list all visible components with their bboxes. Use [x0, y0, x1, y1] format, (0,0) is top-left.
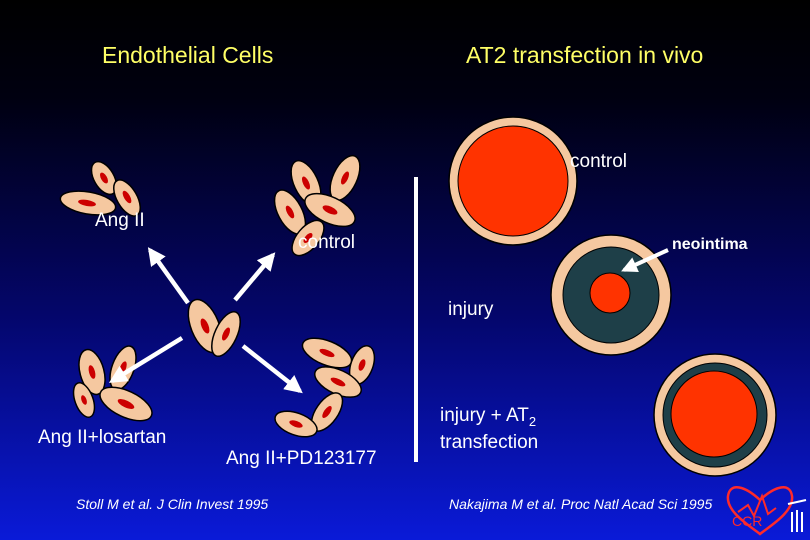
ccr-logo-text: CCR — [732, 513, 763, 529]
label-injury: injury — [448, 299, 494, 320]
label-injury-at2 — [440, 405, 536, 429]
label-ang2: Ang II — [95, 210, 145, 231]
label-ang2-losartan: Ang II+losartan — [38, 427, 167, 448]
arrow-to-ang2 — [150, 250, 188, 303]
vessel-lumen — [458, 126, 568, 236]
arrow-to-ang2-pd — [243, 346, 300, 391]
injury-at2-text: injury + AT — [440, 405, 529, 426]
title-endothelial-cells: Endothelial Cells — [102, 42, 274, 68]
cell-cluster-ang2-pd — [272, 332, 380, 442]
arrow-to-control — [235, 255, 273, 300]
title-at2-transfection: AT2 transfection in vivo — [466, 42, 704, 68]
citation-right: Nakajima M et al. Proc Natl Acad Sci 1995 — [449, 496, 713, 512]
label-control-cells: control — [298, 232, 356, 253]
vessel-injury-at2 — [654, 354, 776, 476]
vessel-lumen — [590, 273, 630, 313]
label-ang2-pd: Ang II+PD123177 — [226, 448, 377, 469]
label-transfection: transfection — [440, 432, 539, 453]
vessel-control — [449, 117, 577, 245]
label-control-vessel: control — [570, 151, 628, 172]
vessel-lumen — [671, 371, 757, 457]
at2-subscript: 2 — [528, 413, 537, 429]
vessel-injury — [551, 235, 671, 355]
citation-left: Stoll M et al. J Clin Invest 1995 — [76, 496, 269, 512]
label-neointima: neointima — [672, 236, 748, 253]
cell-cluster-center — [182, 295, 247, 361]
cell-cluster-ang2-losartan — [69, 343, 156, 428]
